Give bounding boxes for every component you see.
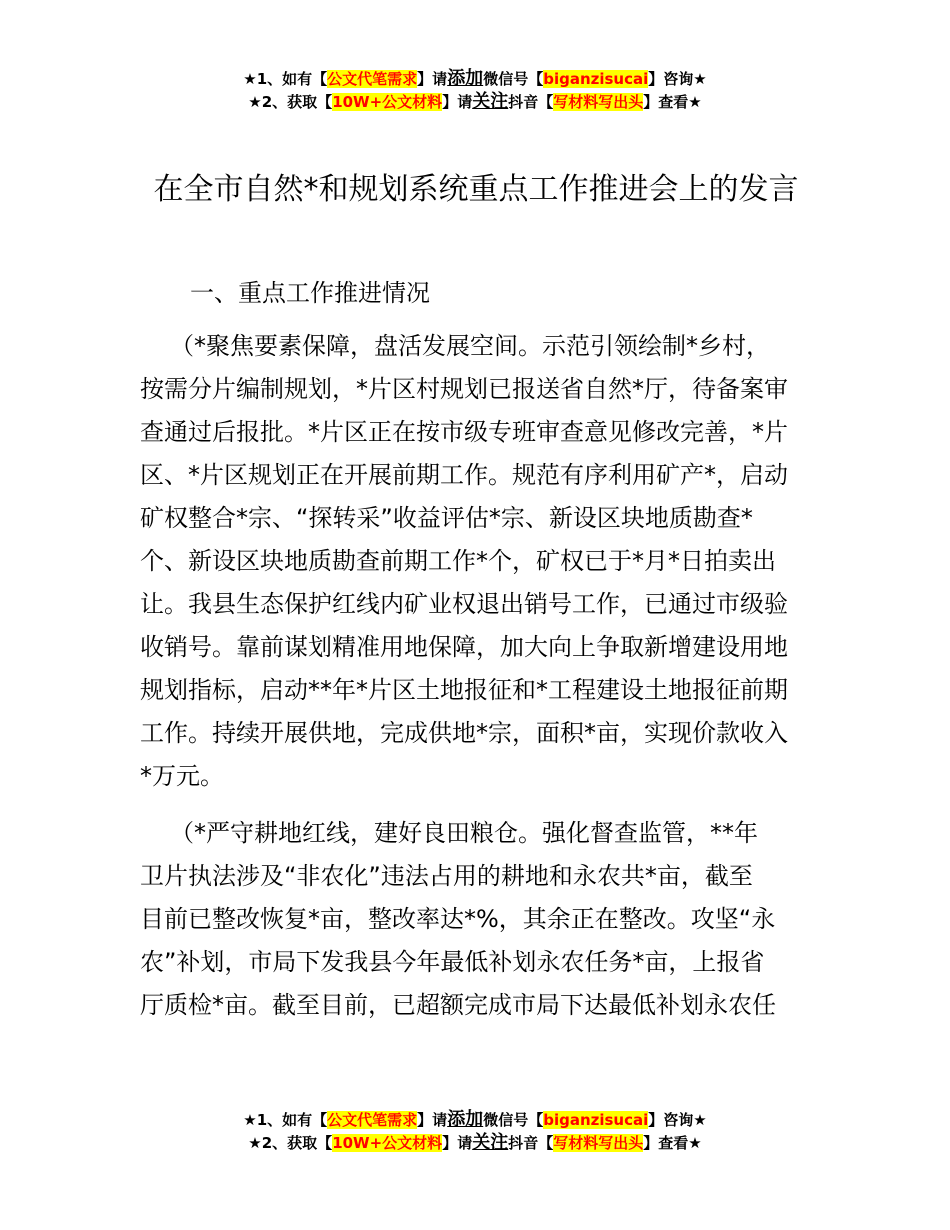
- banner-text: 微信号【: [483, 70, 544, 88]
- banner-highlight: biganzisucai: [543, 70, 649, 88]
- banner-highlight: biganzisucai: [543, 1111, 649, 1129]
- paragraph-line: 工作。持续开展供地，完成供地*宗，面积*亩，实现价款收入: [140, 719, 788, 747]
- banner-underlined: 添加: [447, 68, 484, 89]
- section-heading: 一、重点工作推进情况: [190, 279, 430, 307]
- document-title: 在全市自然*和规划系统重点工作推进会上的发言: [153, 172, 799, 207]
- paragraph-line: （*严守耕地红线，建好良田粮仓。强化督查监管，**年: [170, 819, 758, 847]
- banner-text: 】请: [442, 1134, 473, 1152]
- banner-text: ★2、获取【: [248, 93, 333, 111]
- banner-text: 】咨询★: [648, 70, 707, 88]
- banner-text: 抖音【: [508, 1134, 554, 1152]
- banner-highlight: 公文代笔需求: [327, 1111, 418, 1129]
- banner-text: 】请: [417, 70, 448, 88]
- paragraph-line: 收销号。靠前谋划精准用地保障，加大向上争取新增建设用地: [140, 633, 788, 661]
- banner-text: 抖音【: [508, 93, 554, 111]
- header-banner-line-2: [0, 90, 950, 114]
- banner-text: 】请: [417, 1111, 448, 1129]
- paragraph-line: 厅质检*亩。截至目前，已超额完成市局下达最低补划永农任: [140, 991, 776, 1019]
- banner-text: ★2、获取【: [248, 1134, 333, 1152]
- banner-highlight: 10W+公文材料: [332, 93, 443, 111]
- paragraph-line: *万元。: [140, 762, 224, 790]
- banner-text: 微信号【: [483, 1111, 544, 1129]
- paragraph-line: 区、*片区规划正在开展前期工作。规范有序利用矿产*，启动: [140, 461, 788, 489]
- banner-text: ★1、如有【: [243, 70, 328, 88]
- banner-text: 】查看★: [643, 1134, 702, 1152]
- banner-underlined: 添加: [447, 1109, 484, 1130]
- paragraph-line: 规划指标，启动**年*片区土地报征和*工程建设土地报征前期: [140, 676, 788, 704]
- banner-highlight: 写材料写出头: [553, 1134, 644, 1152]
- paragraph-line: 查通过后报批。*片区正在按市级专班审查意见修改完善，*片: [140, 418, 788, 446]
- paragraph-line: 让。我县生态保护红线内矿业权退出销号工作，已通过市级验: [140, 590, 788, 618]
- banner-highlight: 10W+公文材料: [332, 1134, 443, 1152]
- paragraph-line: 矿权整合*宗、“探转采”收益评估*宗、新设区块地质勘查*: [140, 504, 753, 532]
- banner-text: 】请: [442, 93, 473, 111]
- header-banner-line-1: [0, 67, 950, 91]
- banner-text: 】咨询★: [648, 1111, 707, 1129]
- paragraph-line: 目前已整改恢复*亩，整改率达*%，其余正在整改。攻坚“永: [140, 905, 776, 933]
- paragraph-line: 个、新设区块地质勘查前期工作*个，矿权已于*月*日拍卖出: [140, 547, 776, 575]
- banner-underlined: 关注: [472, 91, 509, 112]
- banner-highlight: 公文代笔需求: [327, 70, 418, 88]
- banner-text: ★1、如有【: [243, 1111, 328, 1129]
- paragraph-line: 卫片执法涉及“非农化”违法占用的耕地和永农共*亩，截至: [140, 862, 753, 890]
- footer-banner-line-2: [0, 1131, 950, 1155]
- banner-highlight: 写材料写出头: [553, 93, 644, 111]
- paragraph-line: （*聚焦要素保障，盘活发展空间。示范引领绘制*乡村，: [170, 332, 770, 360]
- banner-text: 】查看★: [643, 93, 702, 111]
- banner-underlined: 关注: [472, 1132, 509, 1153]
- paragraph-line: 农”补划，市局下发我县今年最低补划永农任务*亩，上报省: [140, 948, 765, 976]
- paragraph-line: 按需分片编制规划，*片区村规划已报送省自然*厅，待备案审: [140, 375, 788, 403]
- footer-banner-line-1: [0, 1108, 950, 1132]
